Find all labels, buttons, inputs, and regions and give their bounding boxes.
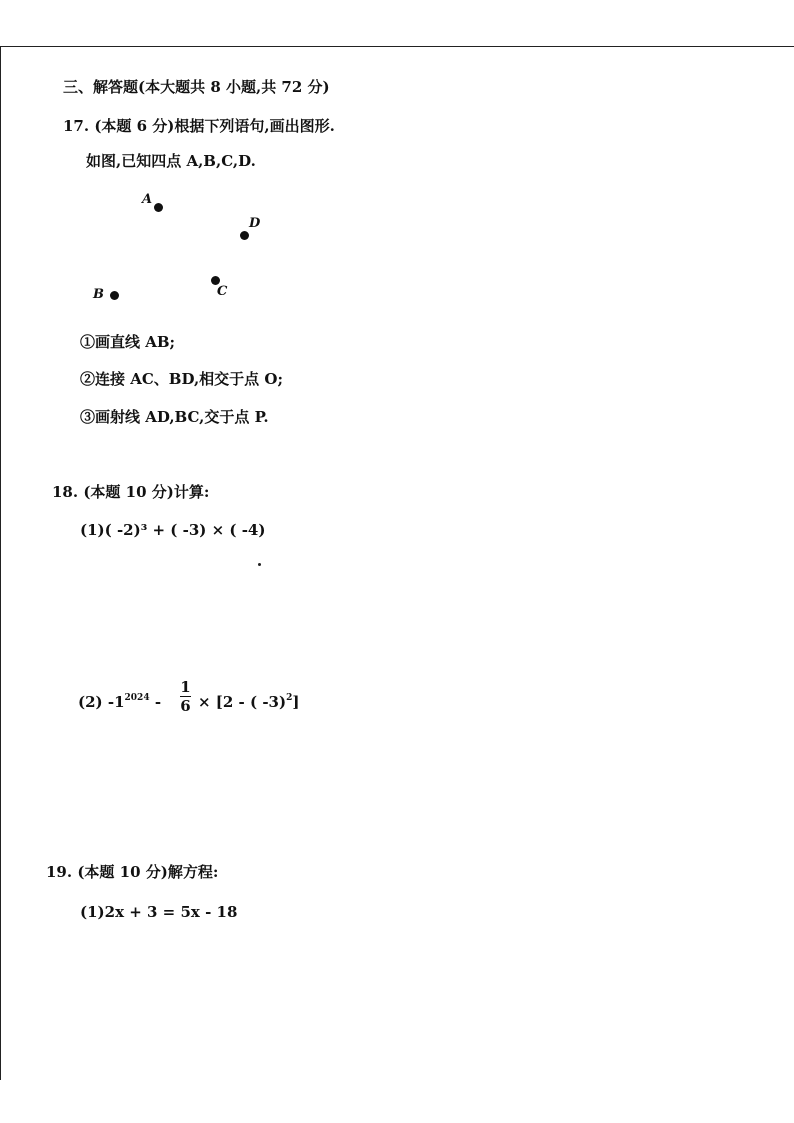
q17-item-2: ②连接 AC、BD,相交于点 O; [80,370,283,388]
fraction-numerator: 1 [180,678,191,696]
fraction-denominator: 6 [180,697,191,715]
point-d [240,231,249,240]
q18-part-2-bracket-expr: × [2 - ( -3) [198,693,287,711]
q17-intro: 如图,已知四点 A,B,C,D. [86,152,256,170]
q18-part-2-close-bracket: ] [292,693,300,711]
point-b [110,291,119,300]
q18-title: 18. (本题 10 分)计算: [52,483,210,501]
fraction-one-sixth [180,678,191,715]
q18-part-1: (1)( -2)³ + ( -3) × ( -4) [80,521,266,539]
q18-part-2-exponent: 2024 [124,693,150,703]
q18-part-2-prefix [78,688,161,712]
point-b-label: B [93,287,104,302]
section-header: 三、解答题(本大题共 8 小题,共 72 分) [63,78,330,96]
q19-part-1: (1)2x + 3 = 5x - 18 [80,903,238,921]
point-c-label: C [217,284,228,299]
paper-speck [258,563,261,566]
q18-part-2-square: 2 [286,693,293,703]
q17-item-3: ③画射线 AD,BC,交于点 P. [80,408,269,426]
point-a-label: A [142,192,153,207]
q18-part-2-base: (2) -1 [78,693,125,711]
q18-part-2-rest [198,688,299,712]
point-d-label: D [249,216,261,231]
q17-title: 17. (本题 6 分)根据下列语句,画出图形. [63,117,335,135]
page-frame [0,46,794,1080]
q18-part-2-minus: - [154,693,162,711]
q17-item-1: ①画直线 AB; [80,333,176,351]
point-a [154,203,163,212]
q19-title: 19. (本题 10 分)解方程: [46,863,219,881]
